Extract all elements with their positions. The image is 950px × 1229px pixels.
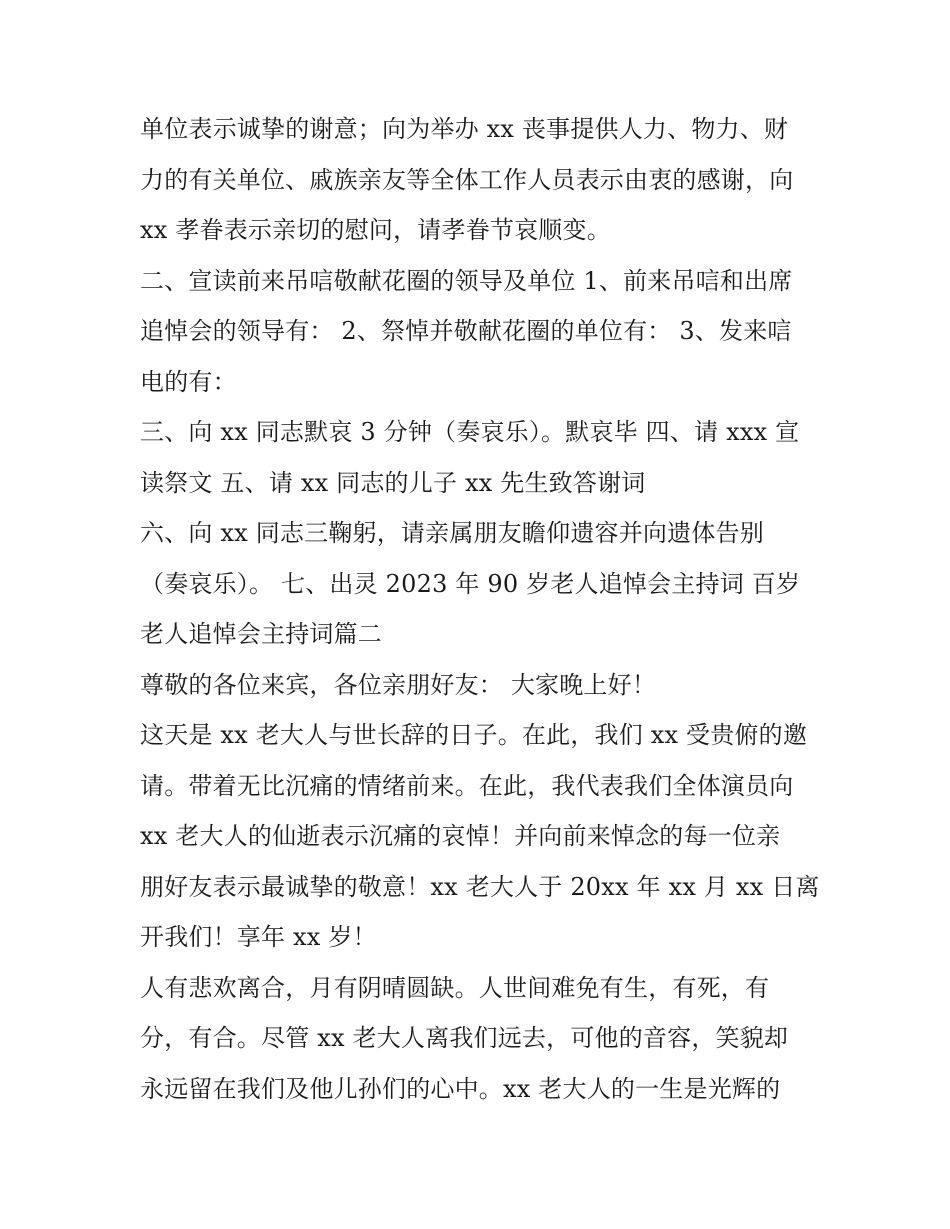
text-line: 力的有关单位、戚族亲友等全体工作人员表示由衷的感谢，向 xyxy=(140,165,794,194)
text-line: 二、宣读前来吊唁敬献花圈的领导及单位 1、前来吊唁和出席 xyxy=(140,266,793,295)
text-line: 朋好友表示最诚挚的敬意！xx 老大人于 20xx 年 xx 月 xx 日离 xyxy=(140,872,820,901)
document-body xyxy=(140,104,830,1114)
text-line: 电的有： xyxy=(140,367,237,396)
text-line: xx 孝眷表示亲切的慰问，请孝眷节哀顺变。 xyxy=(140,216,611,244)
text-line: 三、向 xx 同志默哀 3 分钟（奏哀乐）。默哀毕 四、请 xxx 宣 xyxy=(140,418,800,446)
text-line: 尊敬的各位来宾，各位亲朋好友： 大家晚上好！ xyxy=(140,670,657,699)
text-line: 开我们！享年 xx 岁！ xyxy=(140,923,377,951)
text-line: 追悼会的领导有： 2、祭悼并敬献花圈的单位有： 3、发来唁 xyxy=(140,317,792,345)
text-line: 永远留在我们及他儿孙们的心中。xx 老大人的一生是光辉的 xyxy=(140,1074,781,1103)
text-line: 请。带着无比沉痛的情绪前来。在此，我代表我们全体演员向 xyxy=(140,771,794,800)
text-line: 这天是 xx 老大人与世长辞的日子。在此，我们 xx 受贵俯的邀 xyxy=(140,721,808,749)
text-line: xx 老大人的仙逝表示沉痛的哀悼！并向前来悼念的每一位亲 xyxy=(140,822,781,850)
text-line: 人有悲欢离合，月有阴晴圆缺。人世间难免有生，有死，有 xyxy=(140,973,770,1002)
text-line: 读祭文 五、请 xx 同志的儿子 xx 先生致答谢词 xyxy=(140,468,646,497)
text-line: （奏哀乐）。 七、出灵 2023 年 90 岁老人追悼会主持词 百岁 xyxy=(140,569,801,598)
text-line: 老人追悼会主持词篇二 xyxy=(140,620,382,648)
text-line: 六、向 xx 同志三鞠躬，请亲属朋友瞻仰遗容并向遗体告别 xyxy=(140,519,764,547)
text-line: 分，有合。尽管 xx 老大人离我们远去，可他的音容，笑貌却 xyxy=(140,1024,789,1052)
text-line: 单位表示诚挚的谢意；向为举办 xx 丧事提供人力、物力、财 xyxy=(140,115,789,143)
